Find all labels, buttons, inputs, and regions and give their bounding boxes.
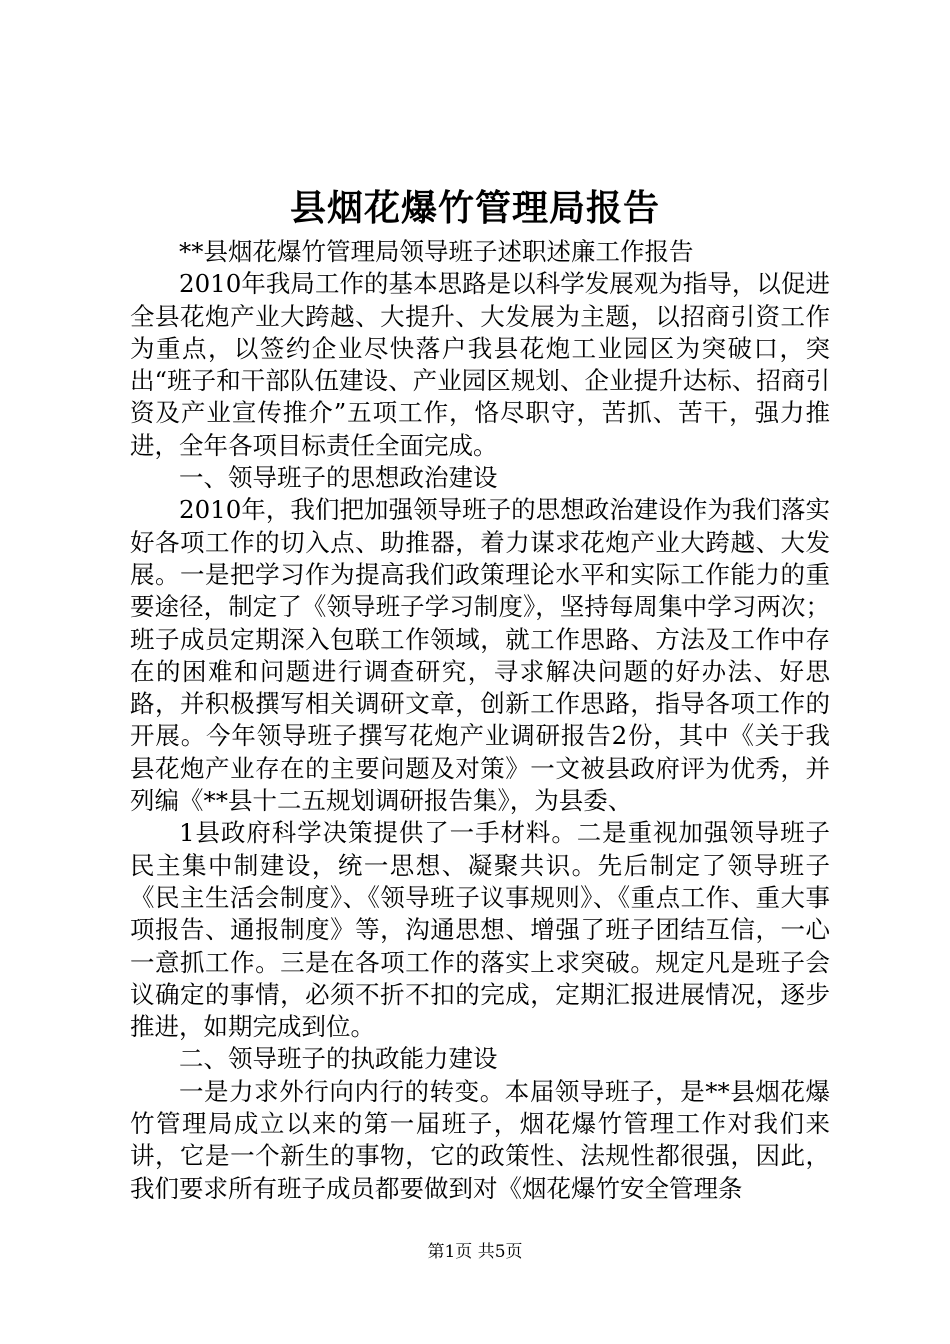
document-body [130, 236, 830, 1205]
paragraph-section-1-cont: 1县政府科学决策提供了一手材料。二是重视加强领导班子民主集中制建设，统一思想、凝聚共识。先后制定了领导班子《民主生活会制度》、《领导班子议事规则》、《重点工作、重大事项报告、通报制度》等，沟通思想、增强了班子团结互信，一心一意抓工作。三是在各项工作的落实上求突破。规定凡是班子会议确定的事情，必须不折不扣的完成，定期汇报进展情况，逐步推进，如期完成到位。 [130, 818, 830, 1042]
paragraph-section-1: 2010年，我们把加强领导班子的思想政治建设作为我们落实好各项工作的切入点、助推器，着力谋求花炮产业大跨越、大发展。一是把学习作为提高我们政策理论水平和实际工作能力的重要途径，制定了《领导班子学习制度》，坚持每周集中学习两次；班子成员定期深入包联工作领域，就工作思路、方法及工作中存在的困难和问题进行调查研究，寻求解决问题的好办法、好思路，并积极撰写相关调研文章，创新工作思路，指导各项工作的开展。今年领导班子撰写花炮产业调研报告2份，其中《关于我县花炮产业存在的主要问题及对策》一文被县政府评为优秀，并列编《**县十二五规划调研报告集》，为县委、 [130, 495, 830, 816]
paragraph-section-2: 一是力求外行向内行的转变。本届领导班子，是**县烟花爆竹管理局成立以来的第一届班子，烟花爆竹管理工作对我们来讲，它是一个新生的事物，它的政策性、法规性都很强，因此，我们要求所有班子成员都要做到对《烟花爆竹安全管理条 [130, 1076, 830, 1203]
section-heading-1: 一、领导班子的思想政治建设 [179, 463, 498, 493]
document-title: 县烟花爆竹管理局报告 [289, 187, 660, 229]
report-subtitle: **县烟花爆竹管理局领导班子述职述廉工作报告 [179, 237, 694, 266]
section-heading-2: 二、领导班子的执政能力建设 [179, 1044, 498, 1074]
page-number-footer: 第1页 共5页 [427, 1242, 523, 1262]
paragraph-intro: 2010年我局工作的基本思路是以科学发展观为指导，以促进全县花炮产业大跨越、大提升、大发展为主题，以招商引资工作为重点，以签约企业尽快落户我县花炮工业园区为突破口，突出“班子和干部队伍建设、产业园区规划、企业提升达标、招商引资及产业宣传推介”五项工作，恪尽职守，苦抓、苦干，强力推进，全年各项目标责任全面完成。 [130, 269, 830, 460]
